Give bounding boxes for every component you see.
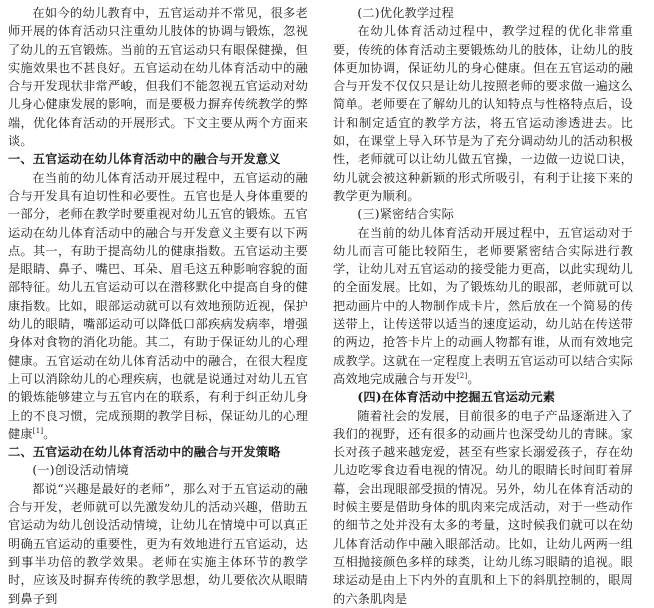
section-heading-significance: 一、五官运动在幼儿体育活动中的融合与开发意义 (8, 152, 281, 167)
citation-note: [1] (32, 426, 44, 435)
subheading-create-situation: (一)创设活动情境 (32, 463, 130, 478)
optimize-process-paragraph: 在幼儿体育活动过程中，教学过程的优化非常重要，传统的体育活动主要锻炼幼儿的肢体，让幼儿的肢体更加协调，保证幼儿的身心健康。但在五官运动的融合与开发不仅仅只是让幼儿按照老师的要求做一遍这么简单。老师要在了解幼儿的认知特点与性格特点后，设计和制定适宜的教学方法，将五官运动渗透进去。比如，在课堂上导入环节是为了充分调动幼儿的活动积极性，老师就可以让幼儿做五官操，一边做一边说口诀，幼儿就会被这种新颖的形式所吸引，有利于让接下来的教学更为顺利。 (333, 24, 633, 203)
combine-practice-paragraph (333, 224, 633, 389)
subheading-combine-practice: (三)紧密结合实际 (357, 207, 455, 222)
citation-note: [2] (456, 371, 468, 380)
combine-practice-text: 在当前的幼儿体育活动开展过程中，五官运动对于幼儿而言可能比较陌生，老师要紧密结合实际进行教学，让幼儿对五官运动的接受能力更高，以此实现幼儿的全面发展。比如，为了锻炼幼儿的眼部，老师就可以把动画片中的人物制作成卡片，然后放在一个简易的传送带上，让传送带以适当的速度运动，幼儿站在传送带的两边，抢答卡片上的动画人物都有谁，从而有效地完成教学。这就在一定程度上表明五官运动可以结合实际高效地完成融合与开发 (333, 225, 633, 386)
significance-paragraph (8, 169, 308, 443)
create-situation-paragraph: 都说“兴趣是最好的老师”，那么对于五官运动的融合与开发，老师就可以先激发幼儿的活动兴趣，借助五官运动为幼儿创设活动情境，让幼儿在情境中可以真正明确五官运动的重要性，更为有效地进行五官运动，达到事半功倍的教学效果。老师在实施主体环节的教学时，应该及时摒弃传统的教学思想，幼儿要依次从眼睛到鼻子到 (8, 481, 308, 606)
subheading-dig-elements: (四)在体育活动中挖掘五官运动元素 (357, 390, 556, 405)
section-heading-strategy: 二、五官运动在幼儿体育活动中的融合与开发策略 (8, 445, 281, 460)
left-column (8, 4, 308, 608)
intro-paragraph: 在如今的幼儿教育中，五官运动并不常见，很多老师开展的体育活动只注重幼儿肢体的协调与锻炼，忽视了幼儿的五官锻炼。当前的五官运动只有眼保健操，但实施效果也不甚良好。五官运动在幼儿体育活动中的融合与开发现状非常严峻，但我们不能忽视五官运动对幼儿身心健康发展的影响，而是要极力摒弃传统教学的弊端，优化体育活动的开展形式。下文主要从两个方面来谈。 (8, 6, 308, 149)
combine-practice-text-end: 。 (467, 371, 480, 386)
significance-text: 在当前的幼儿体育活动开展过程中，五官运动的融合与开发具有迫切性和必要性。五官也是人身体重要的一部分，老师在教学时要重视对幼儿五官的锻炼。五官运动在幼儿体育活动中的融合与开发意义主要有以下两点。其一，有助于提高幼儿的健康指数。五官运动主要是眼睛、鼻子、嘴巴、耳朵、眉毛这五种影响容貌的面部特征。幼儿五官运动可以在潜移默化中提高自身的健康指数。比如，眼部运动就可以有效地预防近视，保护幼儿的眼睛，嘴部运动可以降低口部疾病发病率，增强身体对食物的消化功能。其二，有助于保证幼儿的心理健康。五官运动在幼儿体育活动中的融合，在很大程度上可以消除幼儿的心理疾病，也就是说通过对幼儿五官的锻炼能够建立与五官内在的联系，有利于纠正幼儿身上的不良习惯，完成预期的教学目标，保证幼儿的心理健康 (8, 170, 308, 441)
subheading-optimize-process: (二)优化教学过程 (357, 6, 455, 20)
dig-elements-paragraph: 随着社会的发展，目前很多的电子产品逐渐进入了我们的视野，还有很多的动画片也深受幼儿的青睐。家长对孩子越来越宠爱，甚至有些家长溺爱孩子，存在幼儿边吃零食边看电视的情况。幼儿的眼睛长时间盯着屏幕，会出现眼部受损的情况。另外，幼儿在体育活动的时候主要是借助身体的肌肉来完成活动，对于一些动作的细节之处并没有太多的考量，这时候我们就可以在幼儿体育活动作中融入眼部活动。比如，让幼儿两两一组互相抛接颜色多样的球类，让幼儿练习眼睛的追视。眼球运动是由上下内外的直肌和上下的斜肌控制的，眼周的六条肌肉是 (333, 408, 633, 606)
right-column (333, 4, 633, 608)
significance-text-end: 。 (43, 426, 56, 441)
